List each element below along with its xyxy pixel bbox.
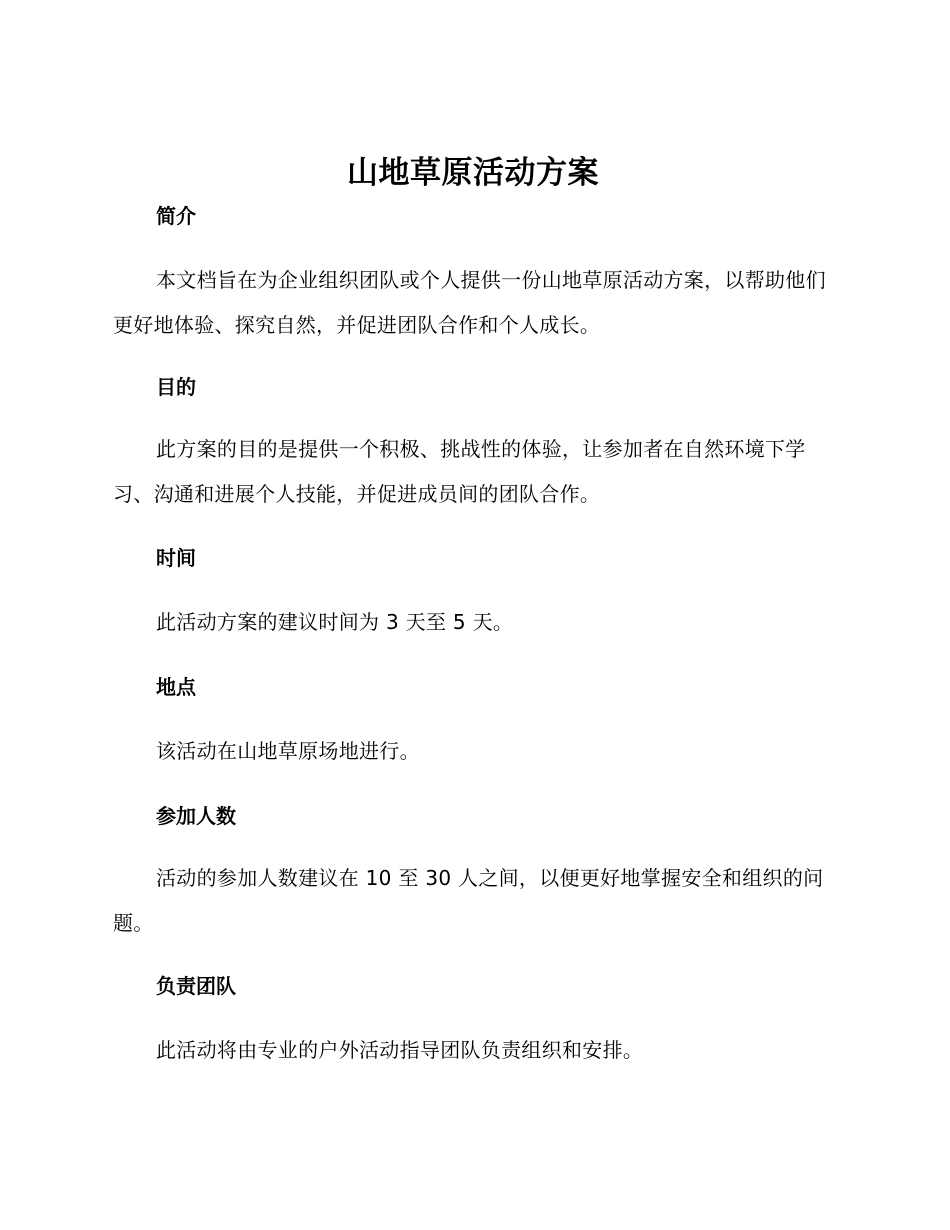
document-page	[113, 150, 833, 1073]
section-body-team: 此活动将由专业的户外活动指导团队负责组织和安排。	[156, 1038, 644, 1062]
document-title: 山地草原活动方案	[347, 155, 599, 191]
section-body-location: 该活动在山地草原场地进行。	[156, 739, 420, 763]
section-body-time: 此活动方案的建议时间为 3 天至 5 天。	[156, 610, 514, 634]
section-body-participants: 活动的参加人数建议在 10 至 30 人之间，以便更好地掌握安全和组织的问题。	[113, 866, 824, 935]
section-body-purpose: 此方案的目的是提供一个积极、挑战性的体验，让参加者在自然环境下学习、沟通和进展个人技能，并促进成员间的团队合作。	[113, 437, 806, 506]
section-heading-participants: 参加人数	[156, 804, 236, 828]
section-heading-purpose: 目的	[156, 375, 196, 399]
section-body-intro: 本文档旨在为企业组织团队或个人提供一份山地草原活动方案，以帮助他们更好地体验、探究自然，并促进团队合作和个人成长。	[113, 268, 826, 337]
section-heading-location: 地点	[156, 675, 196, 699]
section-heading-team: 负责团队	[156, 974, 236, 998]
section-heading-intro: 简介	[156, 204, 196, 228]
section-heading-time: 时间	[156, 546, 196, 570]
